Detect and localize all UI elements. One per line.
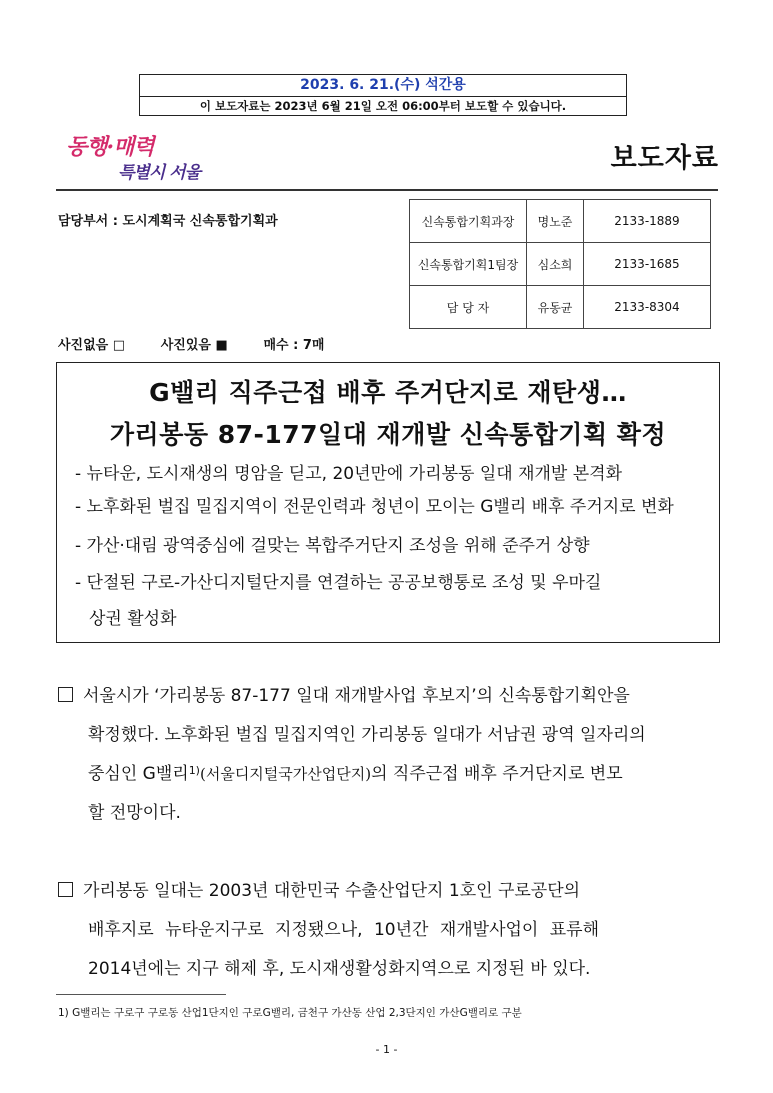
contact-phone: 2133-8304 — [584, 286, 711, 329]
paragraph-1-line — [58, 681, 630, 706]
department: 담당부서 : 도시계획국 신속통합기획과 — [58, 214, 278, 229]
square-bullet-icon — [58, 687, 73, 702]
subheadline: - 노후화된 벌집 밀집지역이 전문인력과 청년이 모이는 G밸리 배후 주거지로 변화 — [75, 497, 674, 517]
subheadline: - 뉴타운, 도시재생의 명암을 딛고, 20년만에 가리봉동 일대 재개발 본격화 — [75, 464, 623, 484]
contact-phone: 2133-1889 — [584, 200, 711, 243]
footnote-marker[interactable]: 1) — [188, 764, 200, 777]
paragraph-2-line: 배후지로 뉴타운지구로 지정됐으나, 10년간 재개발사업이 표류해 — [88, 920, 600, 940]
embargo-notice: 이 보도자료는 2023년 6월 21일 오전 06:00부터 보도할 수 있습니다. — [199, 99, 567, 113]
footnote-divider — [56, 994, 226, 995]
contact-name: 명노준 — [527, 200, 584, 243]
paragraph-1-line: 할 전망이다. — [88, 803, 181, 823]
seoul-logo — [56, 126, 206, 188]
embargo-box — [139, 74, 627, 116]
contact-role: 신속통합기획1팀장 — [410, 243, 527, 286]
para-text: 의 직주근접 배후 주거단지로 변모 — [371, 764, 623, 784]
page-number: - 1 - — [375, 1043, 398, 1056]
para-text: 가리봉동 일대는 2003년 대한민국 수출산업단지 1호인 구로공단의 — [83, 881, 581, 901]
footnote: 1) G밸리는 구로구 구로동 산업1단지인 구로G밸리, 금천구 가산동 산업 2,3단지인 가산G밸리로 구분 — [58, 1007, 522, 1019]
paragraph-1-line — [88, 759, 623, 784]
photo-info — [58, 334, 328, 353]
header-divider — [56, 189, 718, 191]
contacts-table — [409, 199, 711, 329]
para-text: 서울시가 ‘가리봉동 87-177 일대 재개발사업 후보지’의 신속통합기획안을 — [83, 686, 630, 706]
headline-line2: 가리봉동 87-177일대 재개발 신속통합기획 확정 — [109, 420, 667, 449]
logo-line1: 동행·매력 — [66, 134, 154, 160]
logo-line2: 특별시 서울 — [118, 163, 201, 183]
contact-role: 신속통합기획과장 — [410, 200, 527, 243]
contact-name: 심소희 — [527, 243, 584, 286]
contact-row — [410, 200, 711, 243]
subheadline: - 가산·대림 광역중심에 걸맞는 복합주거단지 조성을 위해 준주거 상향 — [75, 536, 590, 556]
contact-row — [410, 286, 711, 329]
square-bullet-icon — [58, 882, 73, 897]
headline-line1: G밸리 직주근접 배후 주거단지로 재탄생… — [149, 378, 627, 407]
paragraph-1-line: 확정했다. 노후화된 벌집 밀집지역인 가리봉동 일대가 서남권 광역 일자리의 — [88, 725, 646, 745]
contact-name: 유동균 — [527, 286, 584, 329]
contact-role: 담 당 자 — [410, 286, 527, 329]
has-photo-label: 사진있음 ■ — [160, 338, 228, 353]
subheadline: - 단절된 구로-가산디지털단지를 연결하는 공공보행통로 조성 및 우마길 — [75, 573, 602, 593]
para-paren: (서울디지털국가산업단지) — [199, 765, 372, 783]
paragraph-2-line — [58, 876, 580, 901]
contact-phone: 2133-1685 — [584, 243, 711, 286]
press-release-label: 보도자료 — [610, 143, 719, 174]
no-photo-label: 사진없음 □ — [58, 338, 126, 353]
photo-count: 매수 : 7매 — [263, 338, 325, 353]
subheadline: 상권 활성화 — [89, 609, 177, 629]
contact-row — [410, 243, 711, 286]
headline-box — [56, 362, 720, 643]
paragraph-2-line: 2014년에는 지구 해제 후, 도시재생활성화지역으로 지정된 바 있다. — [88, 959, 591, 979]
para-text: 중심인 G밸리 — [88, 764, 189, 784]
embargo-date: 2023. 6. 21.(수) 석간용 — [140, 75, 626, 97]
